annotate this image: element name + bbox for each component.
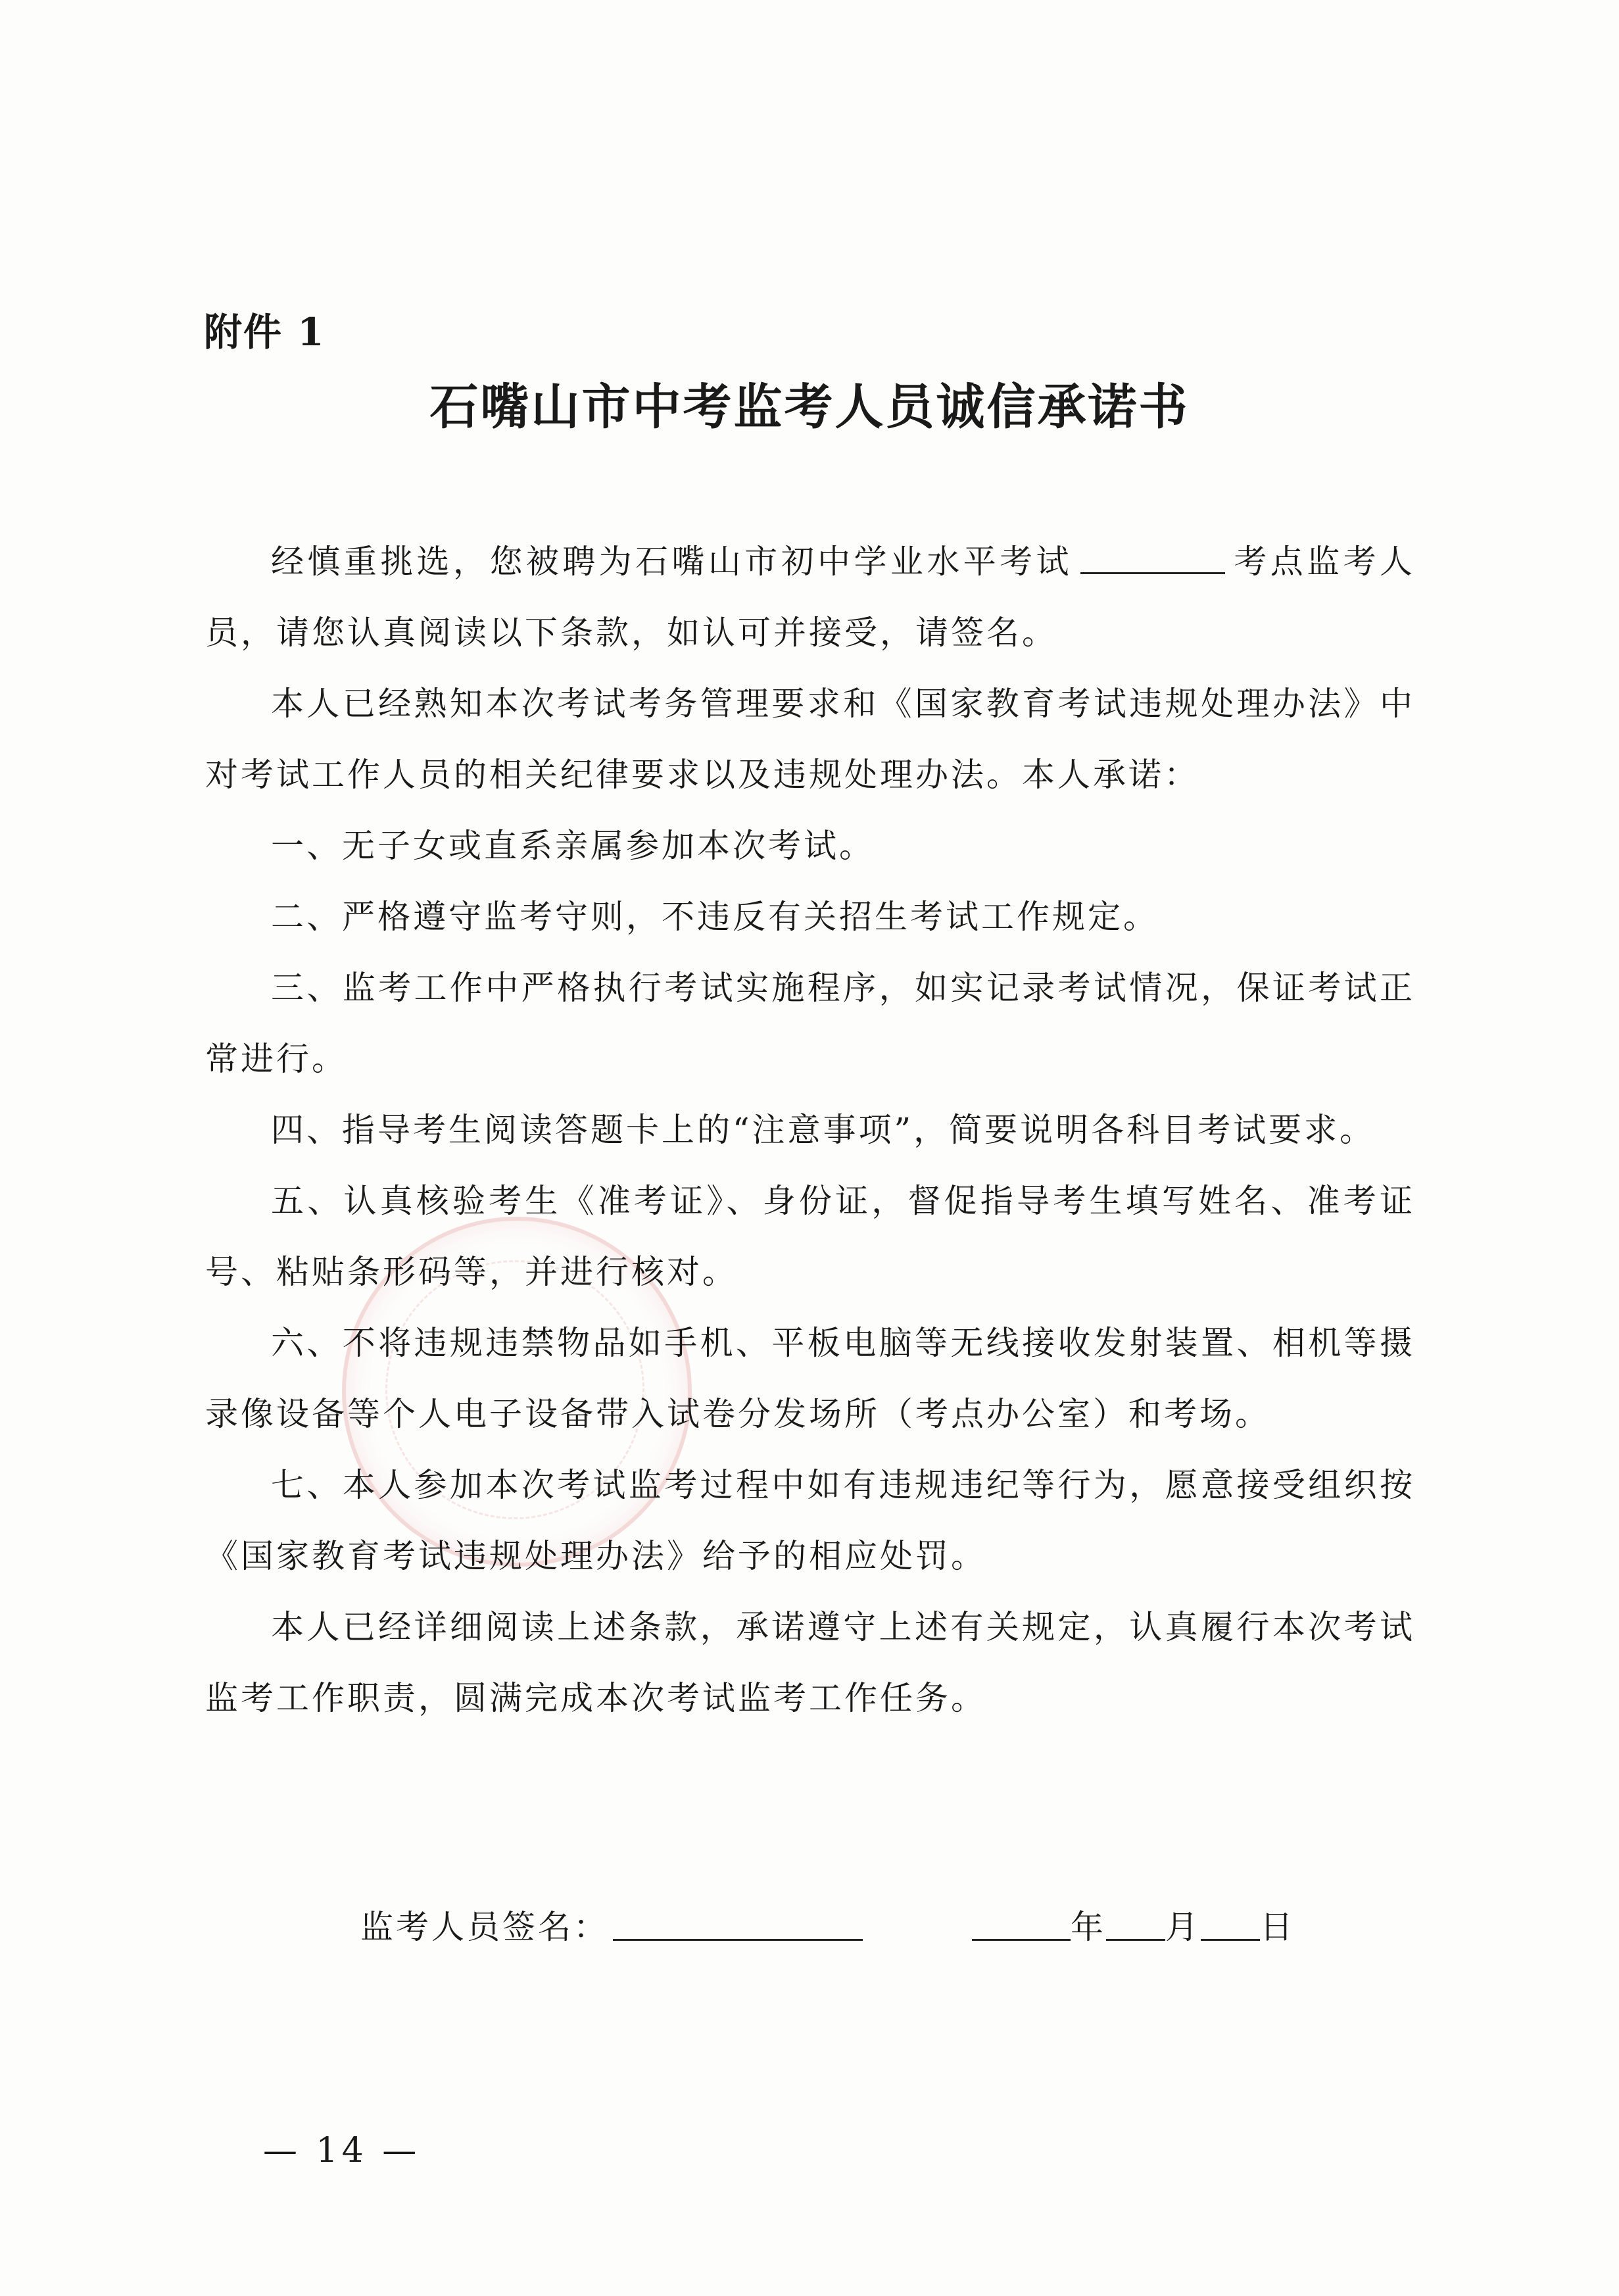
signature-label: 监考人员签名： — [360, 1908, 609, 1946]
year-blank — [972, 1913, 1071, 1941]
month-label: 月 — [1165, 1908, 1201, 1946]
intro-text-after-blank: 考点监考人员，请您认真阅读以下条款，如认可并接受，请签名。 — [205, 543, 1416, 652]
month-blank — [1106, 1913, 1165, 1941]
date-fields — [972, 1901, 1295, 1948]
closing-paragraph: 本人已经详细阅读上述条款，承诺遵守上述有关规定，认真履行本次考试监考工作职责，圆满完成本次考试监考工作任务。 — [205, 1608, 1415, 1717]
day-blank — [1201, 1913, 1260, 1941]
commitment-intro-paragraph: 本人已经熟知本次考试考务管理要求和《国家教育考试违规处理办法》中对考试工作人员的相关纪律要求以及违规处理办法。本人承诺： — [205, 685, 1415, 794]
commitment-item-4: 四、指导考生阅读答题卡上的“注意事项”，简要说明各科目考试要求。 — [271, 1111, 1376, 1149]
commitment-item-6: 六、不将违规违禁物品如手机、平板电脑等无线接收发射装置、相机等摄录像设备等个人电子设备带入试卷分发场所（考点办公室）和考场。 — [205, 1324, 1415, 1433]
year-label: 年 — [1071, 1908, 1106, 1946]
exam-site-blank — [1080, 546, 1225, 574]
commitment-item-3: 三、监考工作中严格执行考试实施程序，如实记录考试情况，保证考试正常进行。 — [205, 969, 1415, 1078]
commitment-item-7: 七、本人参加本次考试监考过程中如有违规违纪等行为，愿意接受组织按《国家教育考试违规处理办法》给予的相应处罚。 — [205, 1466, 1415, 1575]
signature-line — [613, 1913, 863, 1941]
intro-paragraph — [205, 526, 1415, 668]
commitment-item-1: 一、无子女或直系亲属参加本次考试。 — [271, 827, 875, 865]
day-label: 日 — [1260, 1908, 1295, 1946]
intro-text-before-blank: 经慎重挑选，您被聘为石嘴山市初中学业水平考试 — [271, 543, 1073, 581]
page-number: — 14 — — [263, 2131, 421, 2170]
commitment-item-2: 二、严格遵守监考守则，不违反有关招生考试工作规定。 — [271, 898, 1159, 936]
commitment-item-5: 五、认真核验考生《准考证》、身份证，督促指导考生填写姓名、准考证号、粘贴条形码等，并进行核对。 — [205, 1182, 1415, 1291]
document-body — [205, 526, 1415, 1734]
attachment-label: 附件 1 — [204, 310, 326, 354]
signature-row — [360, 1901, 863, 1948]
document-title: 石嘴山市中考监考人员诚信承诺书 — [429, 379, 1190, 435]
